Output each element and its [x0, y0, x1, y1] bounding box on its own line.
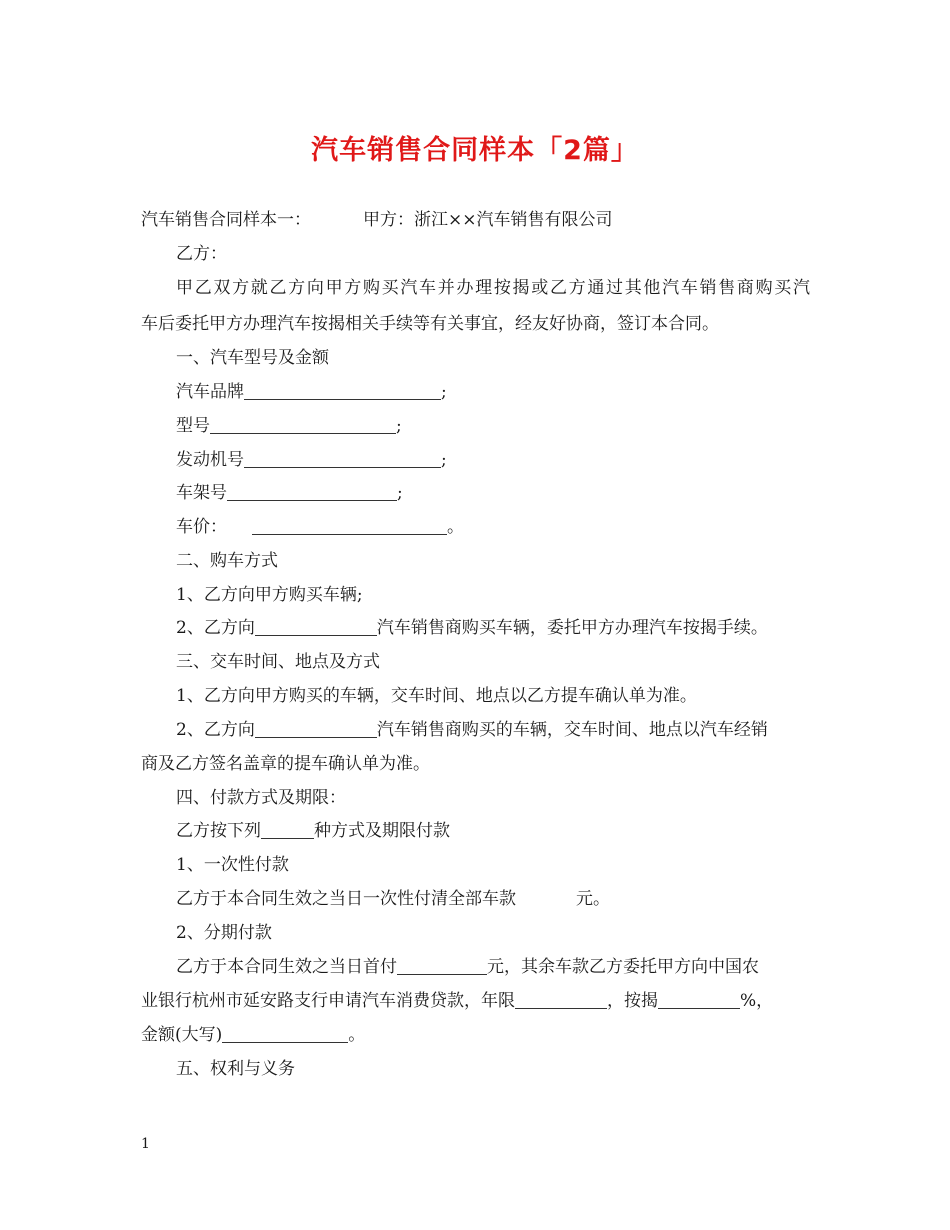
- installment-heading: 2、分期付款: [176, 923, 272, 943]
- model-label: 型号: [176, 416, 210, 436]
- intro-line-1: 甲乙双方就乙方向甲方购买汽车并办理按揭或乙方通过其他汽车销售商购买汽: [176, 278, 810, 298]
- s4-prefix: 乙方按下列: [176, 821, 261, 841]
- lump-sum-unit: 元。: [576, 889, 610, 909]
- lump-sum-heading: 1、一次性付款: [176, 855, 289, 875]
- frame-field: [176, 482, 403, 504]
- installment-text-1: 元，其余车款乙方委托甲方向中国农: [487, 957, 759, 977]
- s2-2-prefix: 2、乙方向: [176, 618, 255, 638]
- engine-blank: [244, 449, 441, 468]
- s4-suffix: 种方式及期限付款: [314, 821, 450, 841]
- model-blank: [210, 415, 396, 434]
- brand-blank: [244, 381, 441, 400]
- dealer-blank-2: [255, 719, 377, 738]
- mortgage-rate-blank: [658, 990, 740, 1009]
- section-2-item-2: [176, 617, 768, 639]
- semicolon: ;: [397, 483, 403, 503]
- term-blank: [515, 990, 607, 1009]
- semicolon: ;: [441, 450, 447, 470]
- dealer-blank: [255, 617, 377, 636]
- price-blank: [252, 516, 447, 535]
- section-3-heading: 三、交车时间、地点及方式: [176, 652, 380, 672]
- section-2-heading: 二、购车方式: [176, 551, 278, 571]
- percent-sign: %，: [740, 991, 774, 1011]
- intro-line-2: 车后委托甲方办理汽车按揭相关手续等有关事宜，经友好协商，签订本合同。: [141, 314, 719, 334]
- method-blank: [261, 820, 314, 839]
- brand-field: [176, 381, 447, 403]
- period: 。: [348, 1025, 366, 1045]
- party-a: 甲方：浙江××汽车销售有限公司: [363, 210, 613, 230]
- section-3-item-2: [176, 719, 768, 741]
- frame-label: 车架号: [176, 483, 227, 503]
- section-5-heading: 五、权利与义务: [176, 1059, 295, 1079]
- contract-heading: [141, 209, 613, 231]
- s3-2-prefix: 2、乙方向: [176, 720, 255, 740]
- contract-subtitle: 汽车销售合同样本一：: [141, 210, 311, 230]
- semicolon: ;: [396, 416, 402, 436]
- price-field: [176, 516, 464, 538]
- brand-label: 汽车品牌: [176, 382, 244, 402]
- engine-label: 发动机号: [176, 450, 244, 470]
- period: 。: [447, 517, 464, 537]
- amount-blank: [222, 1024, 348, 1043]
- section-4-heading: 四、付款方式及期限：: [176, 788, 346, 808]
- mortgage-text: ，按揭: [607, 991, 658, 1011]
- lump-sum-text: 乙方于本合同生效之当日一次性付清全部车款: [176, 889, 516, 909]
- section-1-heading: 一、汽车型号及金额: [176, 348, 329, 368]
- engine-field: [176, 449, 447, 471]
- payment-method-line: [176, 820, 450, 842]
- loan-text: 业银行杭州市延安路支行申请汽车消费贷款，年限: [141, 991, 515, 1011]
- semicolon: ;: [441, 382, 447, 402]
- s2-2-suffix: 汽车销售商购买车辆，委托甲方办理汽车按揭手续。: [376, 618, 768, 638]
- document-title: 汽车销售合同样本「2篇」: [311, 135, 639, 166]
- section-3-item-1: 1、乙方向甲方购买的车辆，交车时间、地点以乙方提车确认单为准。: [176, 686, 697, 706]
- installment-line-1: [176, 956, 759, 978]
- s3-2-suffix: 汽车销售商购买的车辆，交车时间、地点以汽车经销: [376, 720, 768, 740]
- down-payment-text: 乙方于本合同生效之当日首付: [176, 957, 397, 977]
- installment-line-2: [141, 990, 773, 1012]
- page-number: 1: [141, 1136, 150, 1152]
- model-field: [176, 415, 402, 437]
- down-payment-blank: [397, 956, 487, 975]
- section-3-item-2-cont: 商及乙方签名盖章的提车确认单为准。: [141, 754, 430, 774]
- frame-blank: [227, 482, 397, 501]
- amount-label: 金额(大写): [141, 1025, 223, 1045]
- price-label: 车价：: [176, 517, 227, 537]
- party-b: 乙方：: [176, 244, 227, 264]
- installment-line-3: [141, 1024, 365, 1046]
- section-2-item-1: 1、乙方向甲方购买车辆;: [176, 585, 363, 605]
- lump-sum-line: [176, 888, 610, 910]
